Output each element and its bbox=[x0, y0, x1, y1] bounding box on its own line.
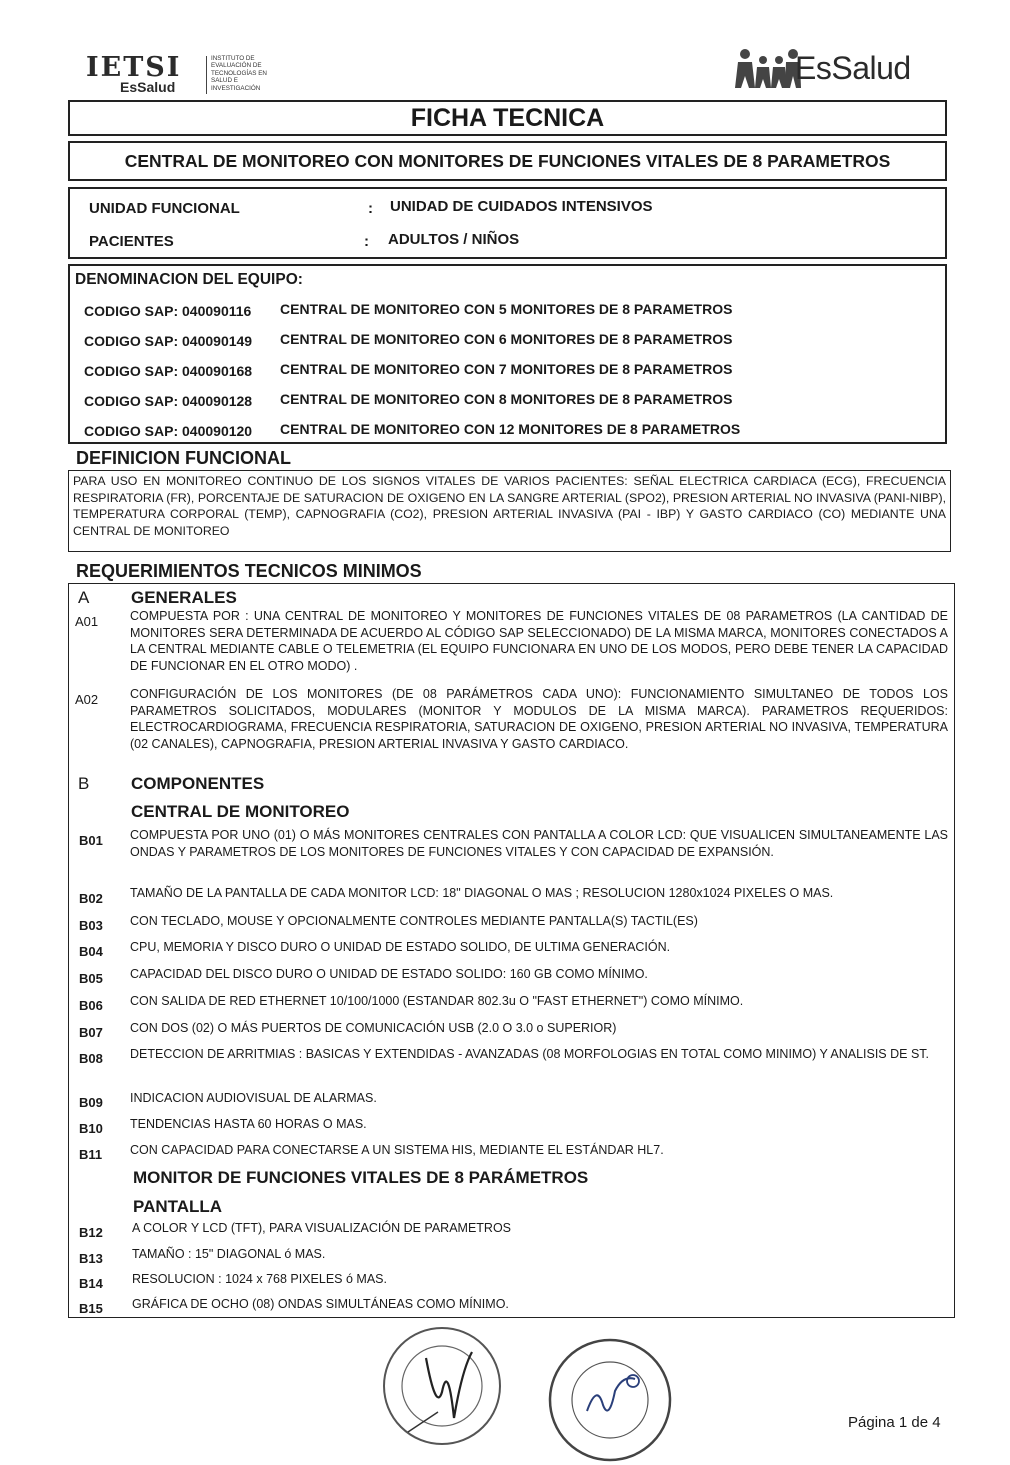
subtitle-box bbox=[68, 141, 947, 181]
item-code-b02: B02 bbox=[79, 891, 103, 906]
item-text-b15: GRÁFICA DE OCHO (08) ONDAS SIMULTÁNEAS COMO MÍNIMO. bbox=[132, 1297, 509, 1311]
pacientes-label: PACIENTES bbox=[89, 233, 174, 250]
item-code-b14: B14 bbox=[79, 1276, 103, 1291]
family-icon bbox=[735, 48, 801, 92]
item-text-b10: TENDENCIAS HASTA 60 HORAS O MAS. bbox=[130, 1117, 367, 1131]
item-text-b01: COMPUESTA POR UNO (01) O MÁS MONITORES CENTRALES CON PANTALLA A COLOR LCD: QUE VISUALICEN SIMULTANEAMENTE LAS ONDAS Y PARAMETROS DE LOS MONITORES DE FUNCIONES VITALES Y CON CAPACIDAD DE EXPANSIÓN. bbox=[130, 828, 948, 859]
item-text-b02: TAMAÑO DE LA PANTALLA DE CADA MONITOR LCD: 18" DIAGONAL O MAS ; RESOLUCION 1280x1024 PIXELES O MAS. bbox=[130, 886, 834, 900]
ietsi-logo-divider bbox=[206, 56, 207, 94]
central-monitoreo-title: CENTRAL DE MONITOREO bbox=[131, 802, 350, 821]
item-code-a01: A01 bbox=[75, 614, 99, 629]
item-text-b11: CON CAPACIDAD PARA CONECTARSE A UN SISTEMA HIS, MEDIANTE EL ESTÁNDAR HL7. bbox=[130, 1143, 664, 1157]
ietsi-logo-main: IETSI bbox=[86, 52, 182, 83]
item-text-b08: DETECCION DE ARRITMIAS : BASICAS Y EXTENDIDAS - AVANZADAS (08 MORFOLOGIAS EN TOTAL COMO MINIMO) Y ANALISIS DE ST. bbox=[130, 1047, 930, 1061]
item-text-b13: TAMAÑO : 15" DIAGONAL ó MAS. bbox=[132, 1247, 326, 1261]
ietsi-logo-sub: EsSalud bbox=[120, 79, 176, 95]
item-text-b03: CON TECLADO, MOUSE Y OPCIONALMENTE CONTROLES MEDIANTE PANTALLA(S) TACTIL(ES) bbox=[130, 914, 698, 928]
sap-code-1: CODIGO SAP: 040090116 bbox=[84, 303, 252, 319]
page-number: Página 1 de 4 bbox=[848, 1414, 941, 1431]
title-box bbox=[68, 100, 947, 136]
item-text-a02: CONFIGURACIÓN DE LOS MONITORES (DE 08 PARÁMETROS CADA UNO): FUNCIONAMIENTO SIMULTANEO DE TODOS LOS PARAMETROS SOLICITADOS, MODULARES (MONITOR Y MODULOS DE LA MISMA MARCA). PARAMETROS REQUERIDOS: ELECTROCARDIOGRAMA, FRECUENCIA RESPIRATORIA, SATURACION DE OXIGENO, PRESION ARTERIAL NO INVASIVA, TEMPERATURA (02 CANALES), CAPNOGRAFIA, PRESION ARTERIAL INVASIVA Y GASTO CARDIACO. bbox=[130, 687, 948, 751]
sap-code-3: CODIGO SAP: 040090168 bbox=[84, 363, 253, 379]
unidad-value: UNIDAD DE CUIDADOS INTENSIVOS bbox=[390, 198, 653, 215]
unidad-colon: : bbox=[368, 200, 373, 217]
item-code-a02: A02 bbox=[75, 692, 99, 707]
definicion-heading: DEFINICION FUNCIONAL bbox=[76, 448, 291, 468]
pantalla-title: PANTALLA bbox=[133, 1197, 223, 1216]
item-code-b04: B04 bbox=[79, 944, 103, 959]
pacientes-value: ADULTOS / NIÑOS bbox=[388, 231, 520, 248]
sap-code-2: CODIGO SAP: 040090149 bbox=[84, 333, 253, 349]
item-text-b05: CAPACIDAD DEL DISCO DURO O UNIDAD DE ESTADO SOLIDO: 160 GB COMO MÍNIMO. bbox=[130, 967, 648, 981]
item-code-b10: B10 bbox=[79, 1121, 103, 1136]
monitor-title: MONITOR DE FUNCIONES VITALES DE 8 PARÁMETROS bbox=[133, 1168, 589, 1187]
item-code-b13: B13 bbox=[79, 1251, 103, 1266]
item-code-b09: B09 bbox=[79, 1095, 103, 1110]
sap-code-5: CODIGO SAP: 040090120 bbox=[84, 423, 253, 439]
ietsi-logo bbox=[84, 52, 314, 96]
info-box bbox=[68, 187, 947, 259]
pacientes-colon: : bbox=[364, 233, 369, 250]
requerimientos-heading: REQUERIMIENTOS TECNICOS MINIMOS bbox=[76, 561, 422, 581]
unidad-label: UNIDAD FUNCIONAL bbox=[89, 200, 240, 217]
page-title: FICHA TECNICA bbox=[410, 104, 605, 132]
section-b-letter: B bbox=[78, 774, 90, 793]
item-code-b08: B08 bbox=[79, 1051, 103, 1066]
director-stamp bbox=[378, 1322, 508, 1452]
item-code-b06: B06 bbox=[79, 998, 103, 1013]
denominacion-box bbox=[68, 264, 947, 444]
item-text-b12: A COLOR Y LCD (TFT), PARA VISUALIZACIÓN DE PARAMETROS bbox=[132, 1221, 512, 1235]
sap-code-4: CODIGO SAP: 040090128 bbox=[84, 393, 253, 409]
ietsi-logo-desc: INSTITUTO DE EVALUACIÓN DE TECNOLOGÍAS EN SALUD E INVESTIGACIÓN bbox=[211, 55, 267, 92]
definicion-box bbox=[68, 470, 951, 552]
item-code-b07: B07 bbox=[79, 1025, 103, 1040]
item-code-b01: B01 bbox=[79, 833, 103, 848]
sap-desc-3: CENTRAL DE MONITOREO CON 7 MONITORES DE 8 PARAMETROS bbox=[280, 361, 733, 377]
item-code-b05: B05 bbox=[79, 971, 103, 986]
sap-desc-2: CENTRAL DE MONITOREO CON 6 MONITORES DE 8 PARAMETROS bbox=[280, 331, 733, 347]
requerimientos-box bbox=[68, 583, 955, 1318]
section-a-letter: A bbox=[78, 588, 90, 607]
item-code-b11: B11 bbox=[79, 1147, 103, 1162]
item-code-b12: B12 bbox=[79, 1225, 103, 1240]
item-text-b06: CON SALIDA DE RED ETHERNET 10/100/1000 (ESTANDAR 802.3u O "FAST ETHERNET") COMO MÍNIMO. bbox=[130, 994, 744, 1008]
page-subtitle: CENTRAL DE MONITOREO CON MONITORES DE FUNCIONES VITALES DE 8 PARAMETROS bbox=[124, 151, 891, 171]
item-text-b04: CPU, MEMORIA Y DISCO DURO O UNIDAD DE ESTADO SOLIDO, DE ULTIMA GENERACIÓN. bbox=[130, 940, 671, 954]
item-text-b07: CON DOS (02) O MÁS PUERTOS DE COMUNICACIÓN USB (2.0 O 3.0 o SUPERIOR) bbox=[130, 1021, 617, 1035]
item-text-b09: INDICACION AUDIOVISUAL DE ALARMAS. bbox=[130, 1091, 377, 1105]
item-text-a01: COMPUESTA POR : UNA CENTRAL DE MONITOREO Y MONITORES DE FUNCIONES VITALES DE 08 PARAMETROS (LA CANTIDAD DE MONITORES SERA DETERMINADA DE ACUERDO AL CÓDIGO SAP SELECCIONADO) DE LA MISMA MARCA, MONITORES CONECTADOS A LA CENTRAL MEDIANTE CABLE O TELEMETRIA (EL EQUIPO FUNCIONARA EN UNO DE LOS MODOS, PERO DEBE TENER LA CAPACIDAD DE FUNCIONAR EN EL OTRO MODO) . bbox=[130, 609, 948, 673]
essalud-logo bbox=[735, 46, 945, 92]
denominacion-heading: DENOMINACION DEL EQUIPO: bbox=[75, 271, 303, 288]
section-a-title: GENERALES bbox=[131, 588, 237, 607]
essalud-logo-text: EsSalud bbox=[795, 50, 911, 86]
item-code-b15: B15 bbox=[79, 1301, 103, 1316]
sap-desc-4: CENTRAL DE MONITOREO CON 8 MONITORES DE 8 PARAMETROS bbox=[280, 391, 733, 407]
sap-desc-5: CENTRAL DE MONITOREO CON 12 MONITORES DE 8 PARAMETROS bbox=[280, 421, 741, 437]
section-b-title: COMPONENTES bbox=[131, 774, 265, 793]
gerente-stamp bbox=[545, 1335, 675, 1465]
definicion-text: PARA USO EN MONITOREO CONTINUO DE LOS SIGNOS VITALES DE VARIOS PACIENTES: SEÑAL ELECTRICA CARDIACA (ECG), FRECUENCIA RESPIRATORIA (FR), PORCENTAJE DE SATURACION DE OXIGENO EN LA SANGRE ARTERIAL (SPO2), PRESION ARTERIAL NO INVASIVA (PANI-NIBP), TEMPERATURA CORPORAL (TEMP), CAPNOGRAFIA (CO2), PRESION ARTERIAL INVASIVA (PAI - IBP) Y GASTO CARDIACO (CO) MEDIANTE UNA CENTRAL DE MONITOREO bbox=[73, 474, 946, 538]
item-code-b03: B03 bbox=[79, 918, 103, 933]
item-text-b14: RESOLUCION : 1024 x 768 PIXELES ó MAS. bbox=[132, 1272, 387, 1286]
sap-desc-1: CENTRAL DE MONITOREO CON 5 MONITORES DE 8 PARAMETROS bbox=[280, 301, 733, 317]
